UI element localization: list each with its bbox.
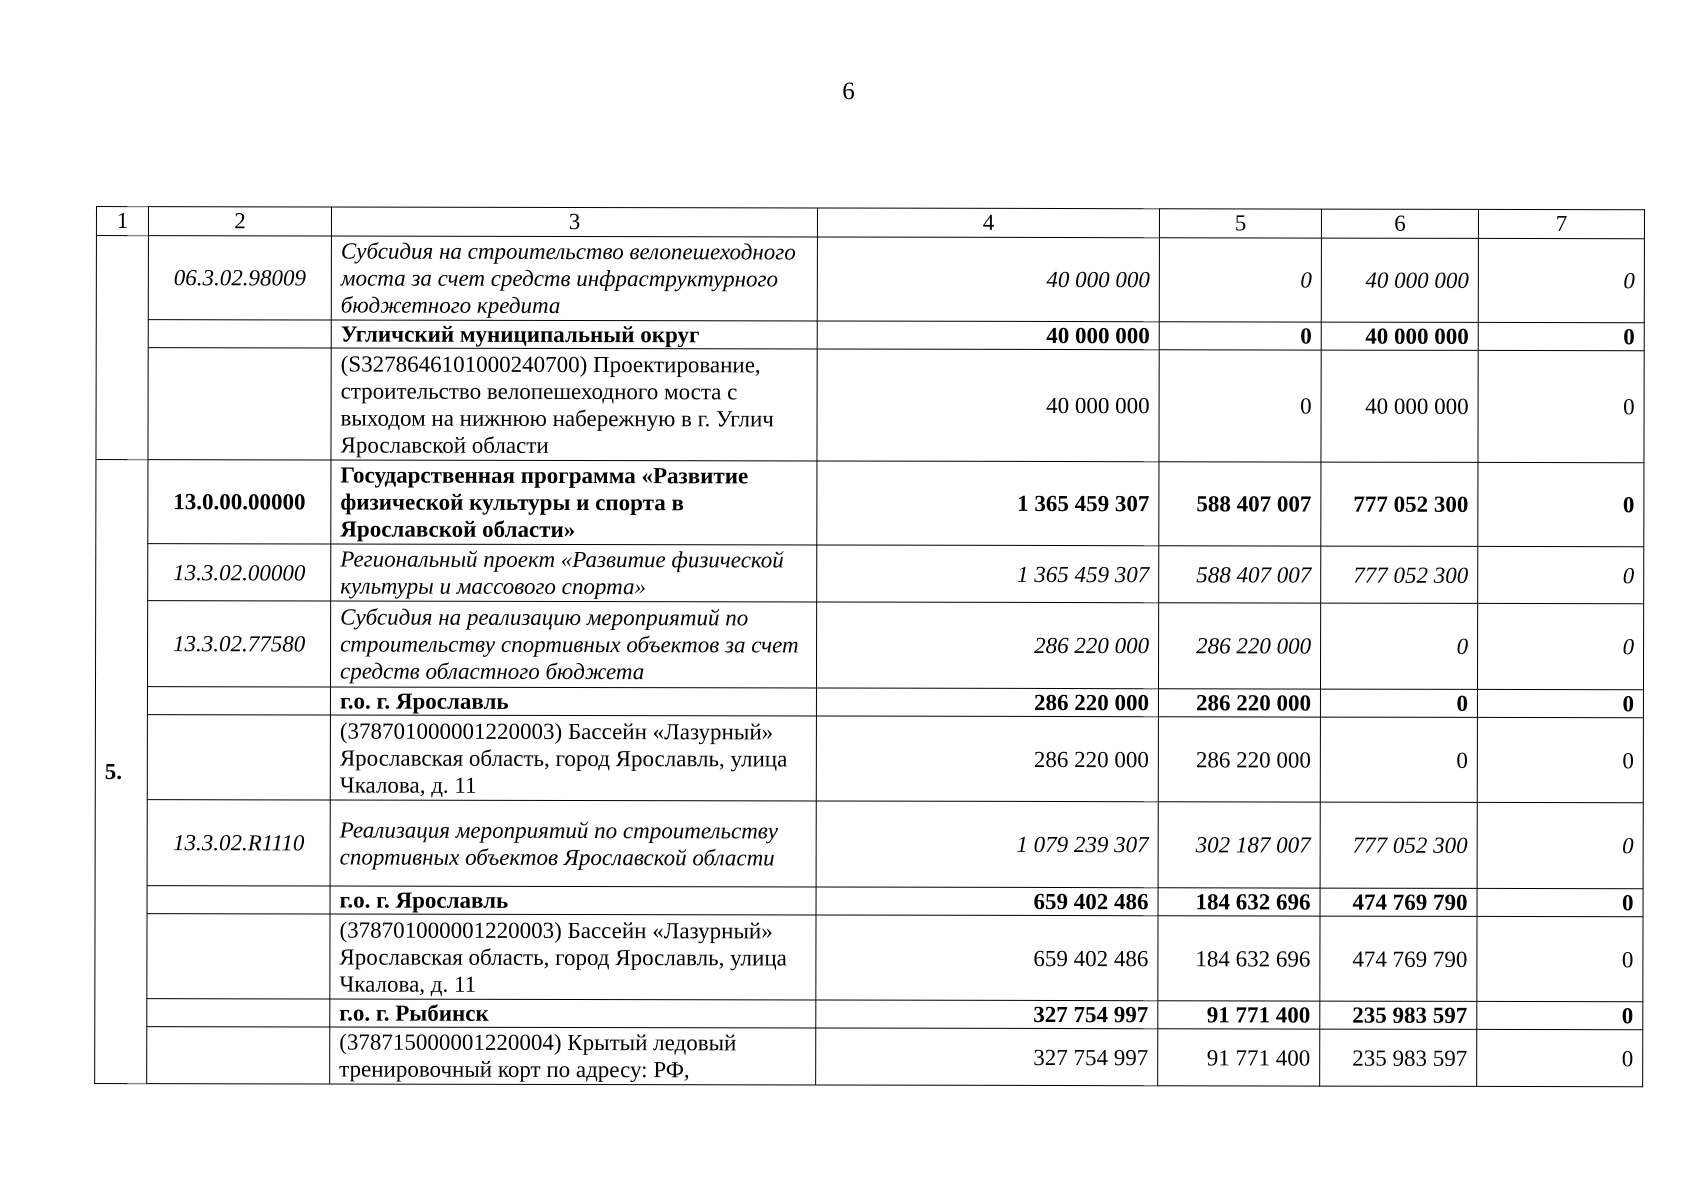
column-header: 6 xyxy=(1321,209,1478,238)
code-cell xyxy=(147,715,330,800)
value-cell-col5: 0 xyxy=(1159,350,1321,462)
value-cell-col5: 588 407 007 xyxy=(1159,546,1321,603)
value-cell-col7: 0 xyxy=(1477,1029,1643,1086)
value-cell-col5: 286 220 000 xyxy=(1158,717,1320,802)
column-header: 4 xyxy=(817,208,1159,238)
table-row xyxy=(96,348,1644,463)
code-cell xyxy=(147,687,330,715)
table-row xyxy=(96,320,1644,351)
value-cell-col4: 1 365 459 307 xyxy=(817,545,1159,603)
value-cell-col6: 0 xyxy=(1320,717,1477,802)
value-cell-col4: 1 079 239 307 xyxy=(816,801,1158,888)
table-row xyxy=(95,601,1643,690)
description-cell: г.о. г. Ярославль xyxy=(330,886,816,915)
value-cell-col5: 184 632 696 xyxy=(1158,916,1320,1001)
column-header: 2 xyxy=(148,207,331,236)
code-cell xyxy=(148,348,331,460)
code-cell: 13.3.02.77580 xyxy=(147,601,330,687)
column-header: 5 xyxy=(1159,209,1321,238)
table-row xyxy=(95,1026,1643,1086)
value-cell-col4: 659 402 486 xyxy=(816,915,1158,1001)
value-cell-col4: 286 220 000 xyxy=(816,688,1158,717)
value-cell-col5: 0 xyxy=(1159,238,1321,322)
description-cell: Государственная программа «Развитие физической культуры и спорта в Ярославской области» xyxy=(331,460,817,545)
code-cell xyxy=(147,1027,330,1084)
value-cell-col6: 777 052 300 xyxy=(1320,802,1477,888)
value-cell-col4: 327 754 997 xyxy=(816,1028,1158,1086)
value-cell-col4: 286 220 000 xyxy=(816,602,1158,689)
description-cell: Угличский муниципальный округ xyxy=(331,320,817,349)
value-cell-col6: 0 xyxy=(1320,689,1477,717)
value-cell-col7: 0 xyxy=(1477,916,1643,1001)
code-cell xyxy=(148,320,331,348)
value-cell-col7: 0 xyxy=(1478,322,1644,350)
value-cell-col4: 327 754 997 xyxy=(816,1000,1158,1029)
value-cell-col5: 302 187 007 xyxy=(1158,802,1320,888)
value-cell-col7: 0 xyxy=(1477,802,1643,888)
code-cell xyxy=(147,999,330,1027)
table-row xyxy=(96,236,1644,323)
value-cell-col6: 235 983 597 xyxy=(1320,1001,1477,1029)
description-cell: (37871500000122000​4) Крытый ледовый тренировочный корт по адресу: РФ, xyxy=(330,1027,816,1085)
value-cell-col5: 0 xyxy=(1159,322,1321,350)
value-cell-col4: 40 000 000 xyxy=(817,237,1159,322)
row-number-cell: 5. xyxy=(95,460,148,1084)
value-cell-col7: 0 xyxy=(1478,462,1644,546)
value-cell-col6: 474 769 790 xyxy=(1320,888,1477,916)
column-header: 7 xyxy=(1478,209,1644,238)
value-cell-col6: 40 000 000 xyxy=(1321,350,1478,462)
budget-table xyxy=(94,206,1645,1087)
table-row xyxy=(95,885,1643,916)
value-cell-col4: 659 402 486 xyxy=(816,887,1158,916)
row-number-cell xyxy=(96,236,148,460)
value-cell-col5: 588 407 007 xyxy=(1159,462,1321,546)
value-cell-col6: 777 052 300 xyxy=(1321,462,1478,546)
value-cell-col7: 0 xyxy=(1477,888,1643,916)
value-cell-col6: 474 769 790 xyxy=(1320,916,1477,1001)
value-cell-col6: 235 983 597 xyxy=(1320,1029,1477,1086)
table-row xyxy=(95,799,1643,888)
value-cell-col5: 91 771 400 xyxy=(1158,1001,1320,1029)
value-cell-col7: 0 xyxy=(1477,717,1643,802)
value-cell-col6: 40 000 000 xyxy=(1321,238,1478,322)
table-row xyxy=(95,913,1643,1001)
description-cell: г.о. г. Рыбинск xyxy=(330,999,816,1028)
value-cell-col4: 40 000 000 xyxy=(817,349,1159,462)
page-number: 6 xyxy=(842,78,855,105)
value-cell-col7: 0 xyxy=(1477,1001,1643,1029)
description-cell: Региональный проект «Развитие физической культуры и массового спорта» xyxy=(331,544,817,602)
code-cell: 13.3.02.R1110 xyxy=(147,800,330,886)
value-cell-col6: 0 xyxy=(1320,603,1477,689)
code-cell: 13.3.02.00000 xyxy=(148,544,331,601)
table-row xyxy=(95,998,1643,1029)
code-cell xyxy=(147,914,330,999)
description-cell: г.о. г. Ярославль xyxy=(330,687,816,716)
value-cell-col6: 777 052 300 xyxy=(1321,546,1478,603)
table-row xyxy=(96,460,1644,547)
value-cell-col7: 0 xyxy=(1477,689,1643,717)
description-cell: (37870100000122000​3) Бассейн «Лазурный» Ярославская область, город Ярославль, улица Чкалова, д. 11 xyxy=(330,715,816,801)
value-cell-col4: 1 365 459 307 xyxy=(817,461,1159,546)
code-cell: 06.3.02.98009 xyxy=(148,236,331,320)
description-cell: Реализация мероприятий по строительству спортивных объектов Ярославской области xyxy=(330,800,816,887)
code-cell xyxy=(147,886,330,914)
value-cell-col6: 40 000 000 xyxy=(1321,322,1478,350)
value-cell-col4: 40 000 000 xyxy=(817,321,1159,350)
value-cell-col5: 91 771 400 xyxy=(1158,1029,1320,1086)
description-cell: (S327864610100024070​0) Проектирование, строительство велопешеходного моста с выходом на нижнюю набережную в г. Углич Ярославской области xyxy=(331,348,817,461)
value-cell-col7: 0 xyxy=(1478,546,1644,603)
value-cell-col4: 286 220 000 xyxy=(816,716,1158,802)
table-row xyxy=(95,714,1643,802)
description-cell: Субсидия на реализацию мероприятий по строительству спортивных объектов за счет средств областного бюджета xyxy=(330,601,816,688)
column-header: 3 xyxy=(331,207,817,237)
code-cell: 13.0.00.00000 xyxy=(148,460,331,544)
table-row xyxy=(96,544,1644,604)
table-row xyxy=(95,687,1643,718)
value-cell-col7: 0 xyxy=(1478,350,1644,462)
value-cell-col5: 184 632 696 xyxy=(1158,888,1320,916)
value-cell-col7: 0 xyxy=(1477,603,1643,689)
column-header: 1 xyxy=(96,207,148,236)
description-cell: Субсидия на строительство велопешеходного моста за счет средств инфраструктурного бюджетного кредита xyxy=(331,236,817,321)
description-cell: (37870100000122000​3) Бассейн «Лазурный» Ярославская область, город Ярославль, улица Чкалова, д. 11 xyxy=(330,914,816,1000)
value-cell-col7: 0 xyxy=(1478,238,1644,322)
value-cell-col5: 286 220 000 xyxy=(1158,603,1320,689)
table-header-row xyxy=(96,207,1644,239)
value-cell-col5: 286 220 000 xyxy=(1158,689,1320,717)
